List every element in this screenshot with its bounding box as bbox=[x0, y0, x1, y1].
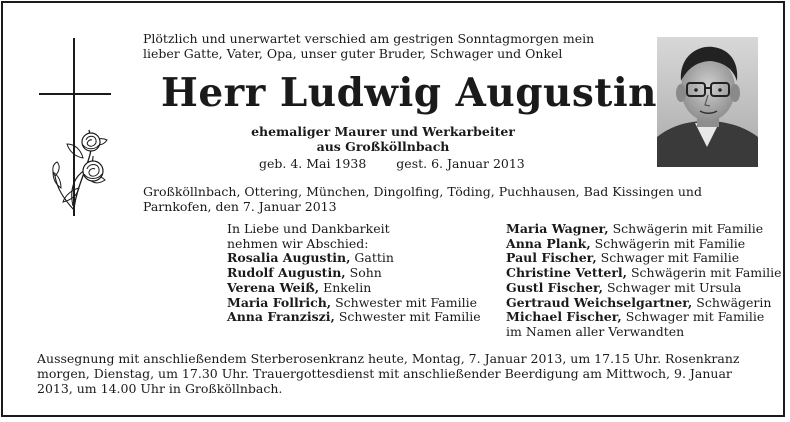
mourner-line: Rosalia Augustin, Gattin bbox=[227, 250, 394, 266]
mourner-line: Anna Plank, Schwägerin mit Familie bbox=[506, 235, 746, 251]
mourners-right-column bbox=[506, 222, 782, 340]
mourner-line: Maria Follrich, Schwester mit Familie bbox=[227, 294, 477, 310]
occupation bbox=[143, 124, 623, 154]
mourner-line: Verena Weiß, Enkelin bbox=[227, 279, 372, 295]
mourner-line: In Liebe und Dankbarkeit bbox=[227, 221, 390, 236]
death-date: gest. 6. Januar 2013 bbox=[396, 156, 525, 171]
occupation-line-2: aus Großköllnbach bbox=[316, 139, 450, 154]
birth-date: geb. 4. Mai 1938 bbox=[259, 156, 367, 171]
mourner-line: Gertraud Weichselgartner, Schwägerin bbox=[506, 294, 772, 310]
obituary-notice bbox=[1, 1, 785, 417]
occupation-line-1: ehemaliger Maurer und Werkarbeiter bbox=[251, 124, 515, 139]
mourner-line: Rudolf Augustin, Sohn bbox=[227, 265, 382, 281]
mourner-line: Maria Wagner, Schwägerin mit Familie bbox=[506, 221, 764, 236]
funeral-service-info: Aussegnung mit anschließendem Sterberosenkranz heute, Montag, 7. Januar 2013, um 17.15 Uhr. Rosenkranz morgen, Dienstag, um 17.30 Uhr. Trauergottesdienst mit anschließender Beerdigung am Mittwoch, 9. Januar 2013, um 14.00 Uhr in Großköllnbach. bbox=[37, 351, 740, 396]
deceased-name: Herr Ludwig Augustin bbox=[161, 70, 657, 116]
life-dates bbox=[259, 156, 525, 171]
mourner-line: Christine Vetterl, Schwägerin mit Familie bbox=[506, 265, 782, 281]
mourner-line: Anna Franziszi, Schwester mit Familie bbox=[227, 309, 481, 325]
mourners-left-column bbox=[227, 222, 481, 325]
cross-with-roses-icon bbox=[33, 38, 133, 218]
mourner-line: Gustl Fischer, Schwager mit Ursula bbox=[506, 279, 742, 295]
intro-text: Plötzlich und unerwartet verschied am gestrigen Sonntagmorgen mein lieber Gatte, Vater, Opa, unser guter Bruder, Schwager und Onkel bbox=[143, 31, 595, 61]
mourner-line: nehmen wir Abschied: bbox=[227, 235, 369, 251]
mourner-line: Paul Fischer, Schwager mit Familie bbox=[506, 250, 740, 266]
places-and-date: Großköllnbach, Ottering, München, Dingolfing, Töding, Puchhausen, Bad Kissingen und Parnkofen, den 7. Januar 2013 bbox=[143, 184, 702, 214]
portrait-photo bbox=[657, 37, 758, 167]
mourner-line: im Namen aller Verwandten bbox=[506, 323, 685, 339]
mourner-line: Michael Fischer, Schwager mit Familie bbox=[506, 309, 765, 325]
